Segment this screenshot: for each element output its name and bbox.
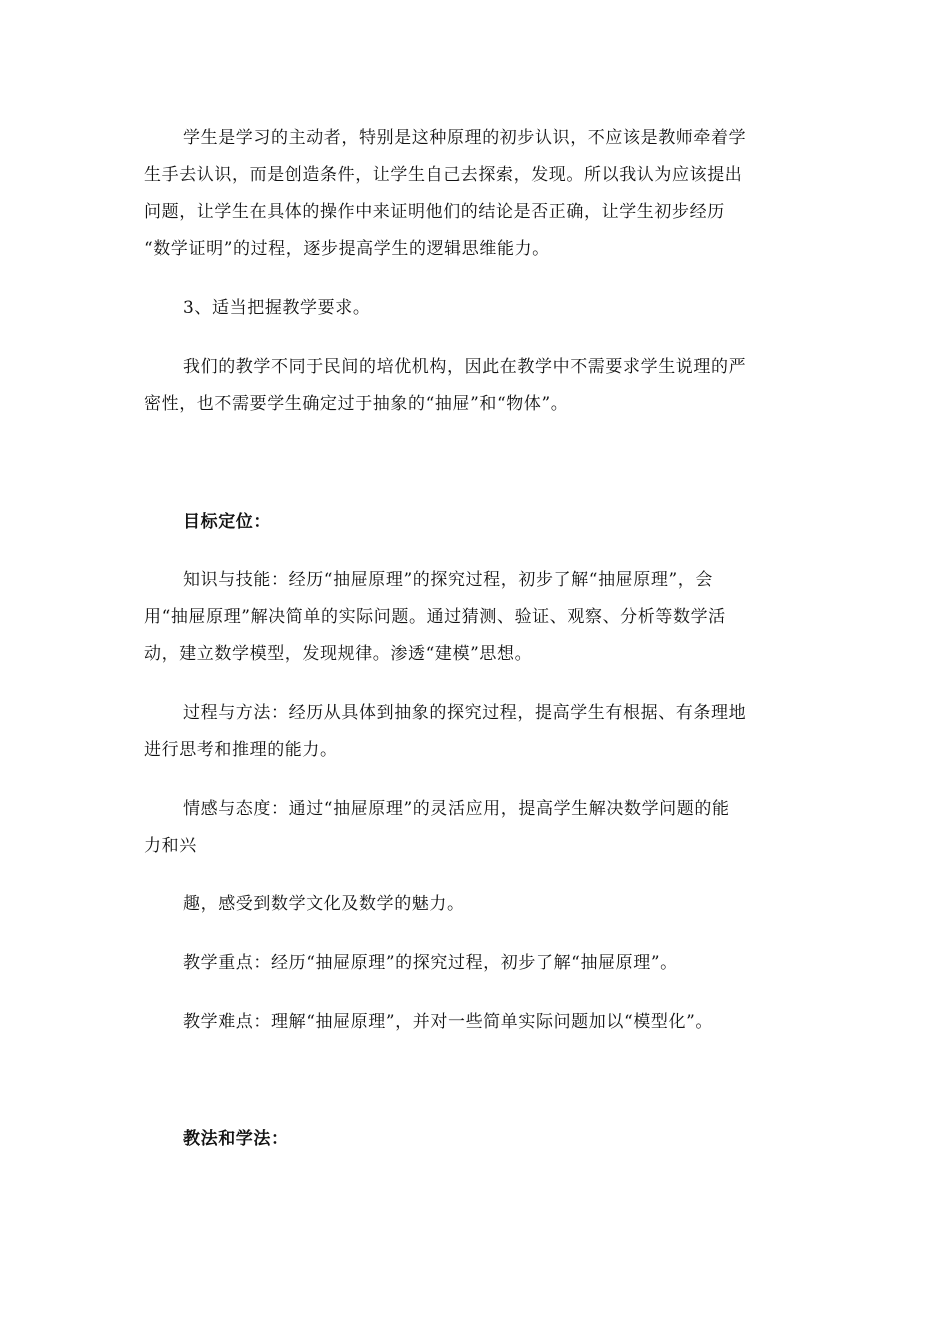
paragraph-line: 问题，让学生在具体的操作中来证明他们的结论是否正确，让学生初步经历 — [144, 202, 725, 222]
paragraph-line: 密性，也不需要学生确定过于抽象的“抽屉”和“物体”。 — [144, 394, 569, 414]
section-heading: 目标定位： — [183, 512, 271, 532]
paragraph-line: 过程与方法：经历从具体到抽象的探究过程，提高学生有根据、有条理地 — [183, 703, 747, 723]
paragraph-line: 学生是学习的主动者，特别是这种原理的初步认识，不应该是教师牵着学 — [183, 128, 747, 148]
paragraph-line: 动，建立数学模型，发现规律。渗透“建模”思想。 — [144, 644, 533, 664]
paragraph-line: 生手去认识，而是创造条件，让学生自己去探索，发现。所以我认为应该提出 — [144, 165, 743, 185]
paragraph-line: 用“抽屉原理”解决简单的实际问题。通过猜测、验证、观察、分析等数学活 — [144, 607, 726, 627]
paragraph-line: 进行思考和推理的能力。 — [144, 740, 338, 760]
section-heading: 教法和学法： — [183, 1129, 289, 1149]
paragraph-line: 知识与技能：经历“抽屉原理”的探究过程，初步了解“抽屉原理”，会 — [183, 570, 713, 590]
paragraph-line: 教学重点：经历“抽屉原理”的探究过程，初步了解“抽屉原理”。 — [183, 953, 678, 973]
paragraph-line: 情感与态度：通过“抽屉原理”的灵活应用，提高学生解决数学问题的能 — [183, 799, 730, 819]
paragraph-line: “数学证明”的过程，逐步提高学生的逻辑思维能力。 — [144, 239, 550, 259]
paragraph-line: 我们的教学不同于民间的培优机构，因此在教学中不需要求学生说理的严 — [183, 357, 747, 377]
paragraph-line: 力和兴 — [144, 836, 197, 856]
paragraph-line: 3、适当把握教学要求。 — [183, 298, 371, 318]
paragraph-line: 趣，感受到数学文化及数学的魅力。 — [183, 894, 465, 914]
paragraph-line: 教学难点：理解“抽屉原理”，并对一些简单实际问题加以“模型化”。 — [183, 1012, 713, 1032]
